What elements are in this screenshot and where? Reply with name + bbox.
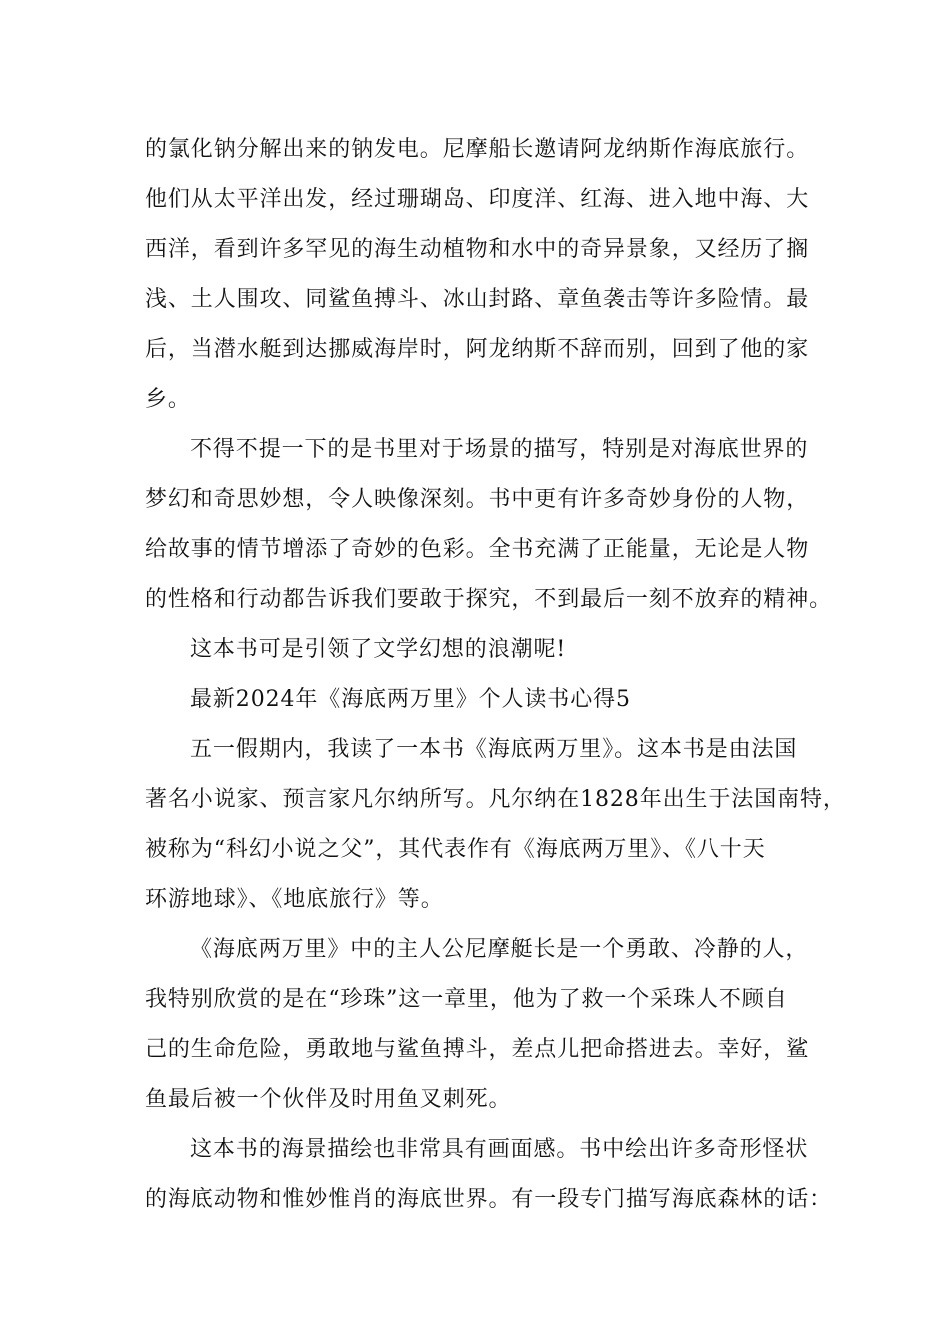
paragraph-first-line: 《海底两万里》中的主人公尼摩艇长是一个勇敢、冷静的人， — [190, 937, 809, 962]
text-line: 他们从太平洋出发，经过珊瑚岛、印度洋、红海、进入地中海、大 — [145, 187, 810, 212]
paragraph-first-line: 五一假期内，我读了一本书《海底两万里》。这本书是由法国 — [190, 737, 798, 762]
text-line: 后，当潜水艇到达挪威海岸时，阿龙纳斯不辞而别，回到了他的家 — [145, 337, 810, 362]
text-line: 的氯化钠分解出来的钠发电。尼摩船长邀请阿龙纳斯作海底旅行。 — [145, 137, 810, 162]
text-line: 的性格和行动都告诉我们要敢于探究，不到最后一刻不放弃的精神。 — [145, 587, 833, 612]
text-line: 我特别欣赏的是在“珍珠”这一章里，他为了救一个采珠人不顾自 — [145, 987, 788, 1012]
paragraph-first-line: 这本书可是引领了文学幻想的浪潮呢! — [190, 637, 567, 662]
text-line: 梦幻和奇思妙想，令人映像深刻。书中更有许多奇妙身份的人物， — [145, 487, 810, 512]
text-line: 浅、土人围攻、同鲨鱼搏斗、冰山封路、章鱼袭击等许多险情。最 — [145, 287, 810, 312]
section-heading: 最新2024年《海底两万里》个人读书心得5 — [190, 687, 631, 712]
text-line: 给故事的情节增添了奇妙的色彩。全书充满了正能量，无论是人物 — [145, 537, 810, 562]
text-line: 著名小说家、预言家凡尔纳所写。凡尔纳在1828年出生于法国南特， — [145, 787, 846, 812]
text-line: 乡。 — [145, 387, 191, 412]
paragraph-first-line: 不得不提一下的是书里对于场景的描写，特别是对海底世界的 — [190, 437, 809, 462]
paragraph-first-line: 这本书的海景描绘也非常具有画面感。书中绘出许多奇形怪状 — [190, 1137, 809, 1162]
text-line: 环游地球》、《地底旅行》等。 — [145, 887, 444, 912]
text-line: 鱼最后被一个伙伴及时用鱼叉刺死。 — [145, 1087, 512, 1112]
text-line: 的海底动物和惟妙惟肖的海底世界。有一段专门描写海底森林的话： — [145, 1187, 833, 1212]
text-line: 己的生命危险，勇敢地与鲨鱼搏斗，差点儿把命搭进去。幸好，鲨 — [145, 1037, 810, 1062]
text-line: 西洋，看到许多罕见的海生动植物和水中的奇异景象，又经历了搁 — [145, 237, 810, 262]
text-line: 被称为“科幻小说之父”，其代表作有《海底两万里》、《八十天 — [145, 837, 766, 862]
